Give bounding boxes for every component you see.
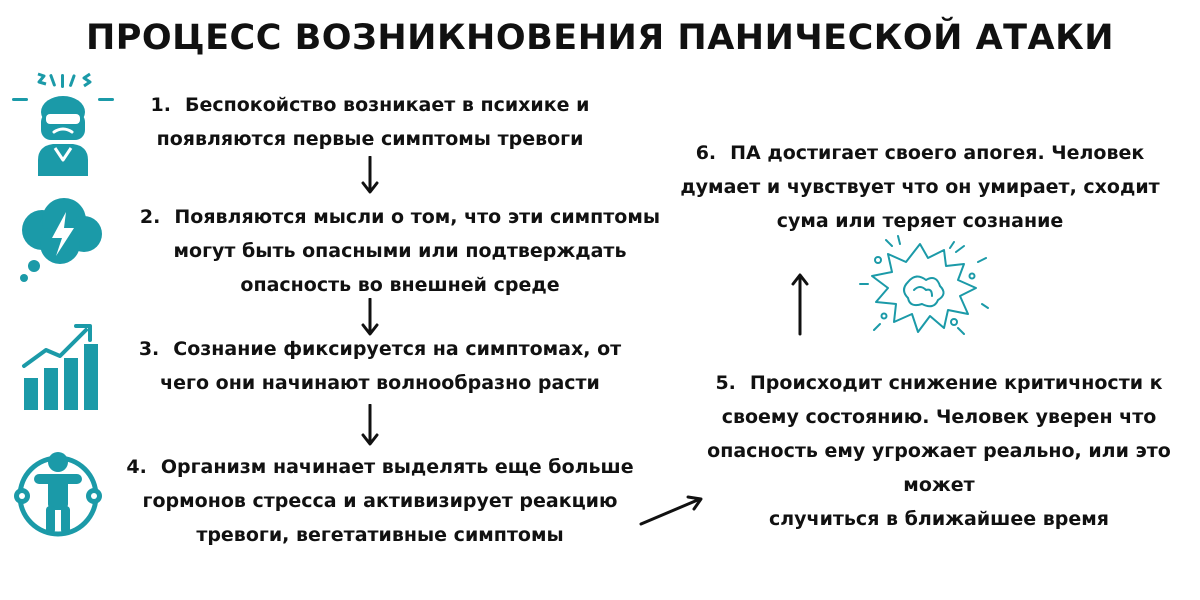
step-text-line: опасность во внешней среде xyxy=(240,274,560,296)
step-1 xyxy=(120,88,620,156)
step-text-line: своему состоянию. Человек уверен что xyxy=(721,406,1157,428)
step-text-line: чего они начинают волнообразно расти xyxy=(160,372,600,394)
step-text-line: Сознание фиксируется на симптомах, от xyxy=(173,338,622,360)
step-4 xyxy=(110,450,650,552)
lightning-cloud-icon xyxy=(12,194,108,284)
stressed-person-icon xyxy=(8,68,120,176)
step-number: 2. xyxy=(139,206,161,228)
step-6 xyxy=(660,136,1180,238)
growth-chart-icon xyxy=(18,320,104,412)
step-text-line: тревоги, вегетативные симптомы xyxy=(196,524,564,546)
step-text-line: сума или теряет сознание xyxy=(776,210,1064,232)
arrow-down-3-4 xyxy=(359,404,381,446)
step-number: 1. xyxy=(150,94,171,116)
arrow-4-5 xyxy=(638,494,704,528)
step-text-line: Беспокойство возникает в психике и xyxy=(185,94,590,116)
step-text-line: могут быть опасными или подтверждать xyxy=(173,240,627,262)
step-text-line: ПА достигает своего апогея. Человек xyxy=(730,142,1145,164)
arrow-up-5-6 xyxy=(789,272,811,336)
step-number: 5. xyxy=(715,372,736,394)
step-number: 4. xyxy=(126,456,147,478)
body-system-icon xyxy=(12,448,104,540)
arrow-down-1-2 xyxy=(359,156,381,194)
step-number: 3. xyxy=(138,338,160,360)
step-2 xyxy=(120,200,680,302)
step-text-line: Появляются мысли о том, что эти симптомы xyxy=(174,206,661,228)
step-text-line: Организм начинает выделять еще больше xyxy=(160,456,634,478)
explosion-icon xyxy=(858,232,990,340)
step-3 xyxy=(120,332,640,400)
step-text-line: гормонов стресса и активизирует реакцию xyxy=(142,490,618,512)
arrow-down-2-3 xyxy=(359,298,381,336)
step-text-line: думает и чувствует что он умирает, сходит xyxy=(680,176,1160,198)
step-text-line: появляются первые симптомы тревоги xyxy=(156,128,584,150)
step-text-line: опасность ему угрожает реально, или это может xyxy=(707,440,1171,496)
step-text-line: Происходит снижение критичности к xyxy=(749,372,1163,394)
step-5 xyxy=(680,366,1198,536)
step-number: 6. xyxy=(695,142,717,164)
step-text-line: случиться в ближайшее время xyxy=(768,508,1109,530)
page-title: ПРОЦЕСС ВОЗНИКНОВЕНИЯ ПАНИЧЕСКОЙ АТАКИ xyxy=(85,18,1115,58)
